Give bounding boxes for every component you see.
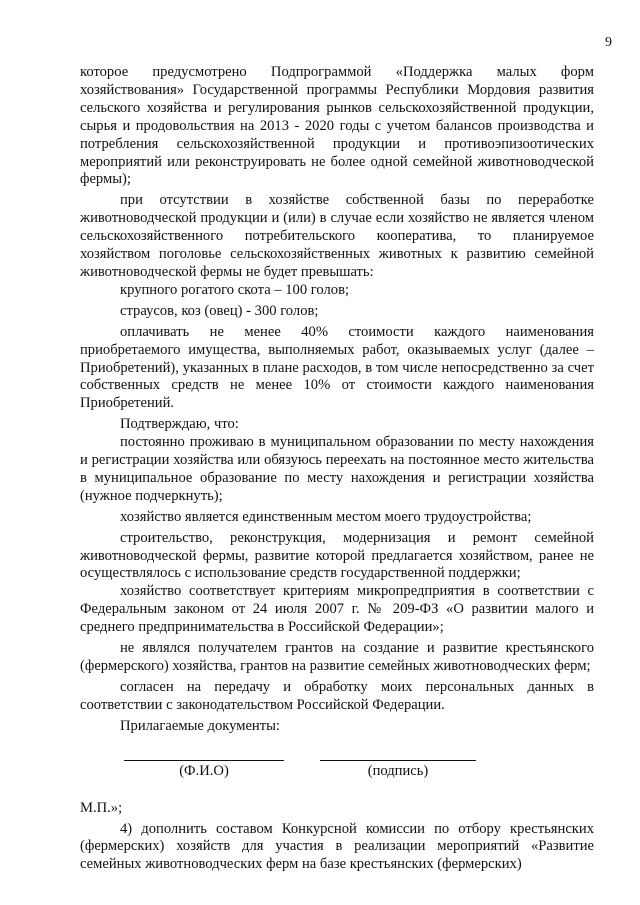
fio-signature-line: [124, 760, 284, 761]
signature-label: (подпись): [367, 762, 429, 779]
paragraph: постоянно проживаю в муниципальном образовании по месту нахождения и регистрации хозяйства или обязуюсь переехать на постоянное место жительства в муниципальное образование по месту нахождения и регистрации хозяйства (нужное подчеркнуть);: [80, 434, 594, 504]
paragraph: оплачивать не менее 40% стоимости каждого наименования приобретаемого имущества, выполняемых работ, оказываемых услуг (далее – Приобретений), указанных в плане расходов, в том числе непосредственно за счет собственных средств не менее 10% от стоимости каждого наименования Приобретений.: [80, 323, 594, 412]
paragraph: хозяйство соответствует критериям микропредприятия в соответствии с Федеральным законом от 24 июля 2007 г. № 209-ФЗ «О развитии малого и среднего предпринимательства в Российской Федерации»;: [80, 583, 594, 636]
paragraph: Прилагаемые документы:: [120, 717, 280, 734]
paragraph: которое предусмотрено Подпрограммой «Поддержка малых форм хозяйствования» Государственной программы Республики Мордовия развития сельского хозяйства и регулирования рынков сельскохозяйственной продукции, сырья и продовольствия на 2013 - 2020 годы с учетом балансов производства и потребления сельскохозяйственной продукции и противоэпизоотических мероприятий или реконструировать не более одной семейной животноводческой фермы);: [80, 64, 594, 188]
paragraph: крупного рогатого скота – 100 голов;: [120, 281, 350, 298]
signature-line: [320, 760, 476, 761]
closing-paragraph: 4) дополнить составом Конкурсной комиссии по отбору крестьянских (фермерских) хозяйств для участия в реализации мероприятий «Развитие семейных животноводческих ферм на базе крестьянских (фермерских): [80, 820, 594, 873]
paragraph: согласен на передачу и обработку моих персональных данных в соответствии с законодательством Российской Федерации.: [80, 678, 594, 713]
page-number: 9: [605, 35, 612, 50]
paragraph: Подтверждаю, что:: [120, 416, 239, 433]
paragraph: хозяйство является единственным местом моего трудоустройства;: [120, 508, 532, 525]
paragraph: не являлся получателем грантов на создание и развитие крестьянского (фермерского) хозяйства, грантов на развитие семейных животноводческих ферм;: [80, 640, 594, 674]
paragraph: при отсутствии в хозяйстве собственной базы по переработке животноводческой продукции и (или) в случае если хозяйство не является членом сельскохозяйственного потребительского кооператива, то планируемое хозяйством поголовье сельскохозяйственных животных к развитию семейной животноводческой фермы не будет превышать:: [80, 192, 594, 280]
fio-label: (Ф.И.О): [179, 762, 229, 779]
document-body: [80, 64, 594, 874]
paragraph: страусов, коз (овец) - 300 голов;: [120, 302, 319, 319]
signature-block: [80, 760, 594, 800]
paragraph: строительство, реконструкция, модернизация и ремонт семейной животноводческой фермы, развитие которой предлагается хозяйством, ранее не осуществлялось с использование средств государственной поддержки;: [80, 529, 594, 582]
stamp-mark: М.П.»;: [80, 799, 123, 816]
